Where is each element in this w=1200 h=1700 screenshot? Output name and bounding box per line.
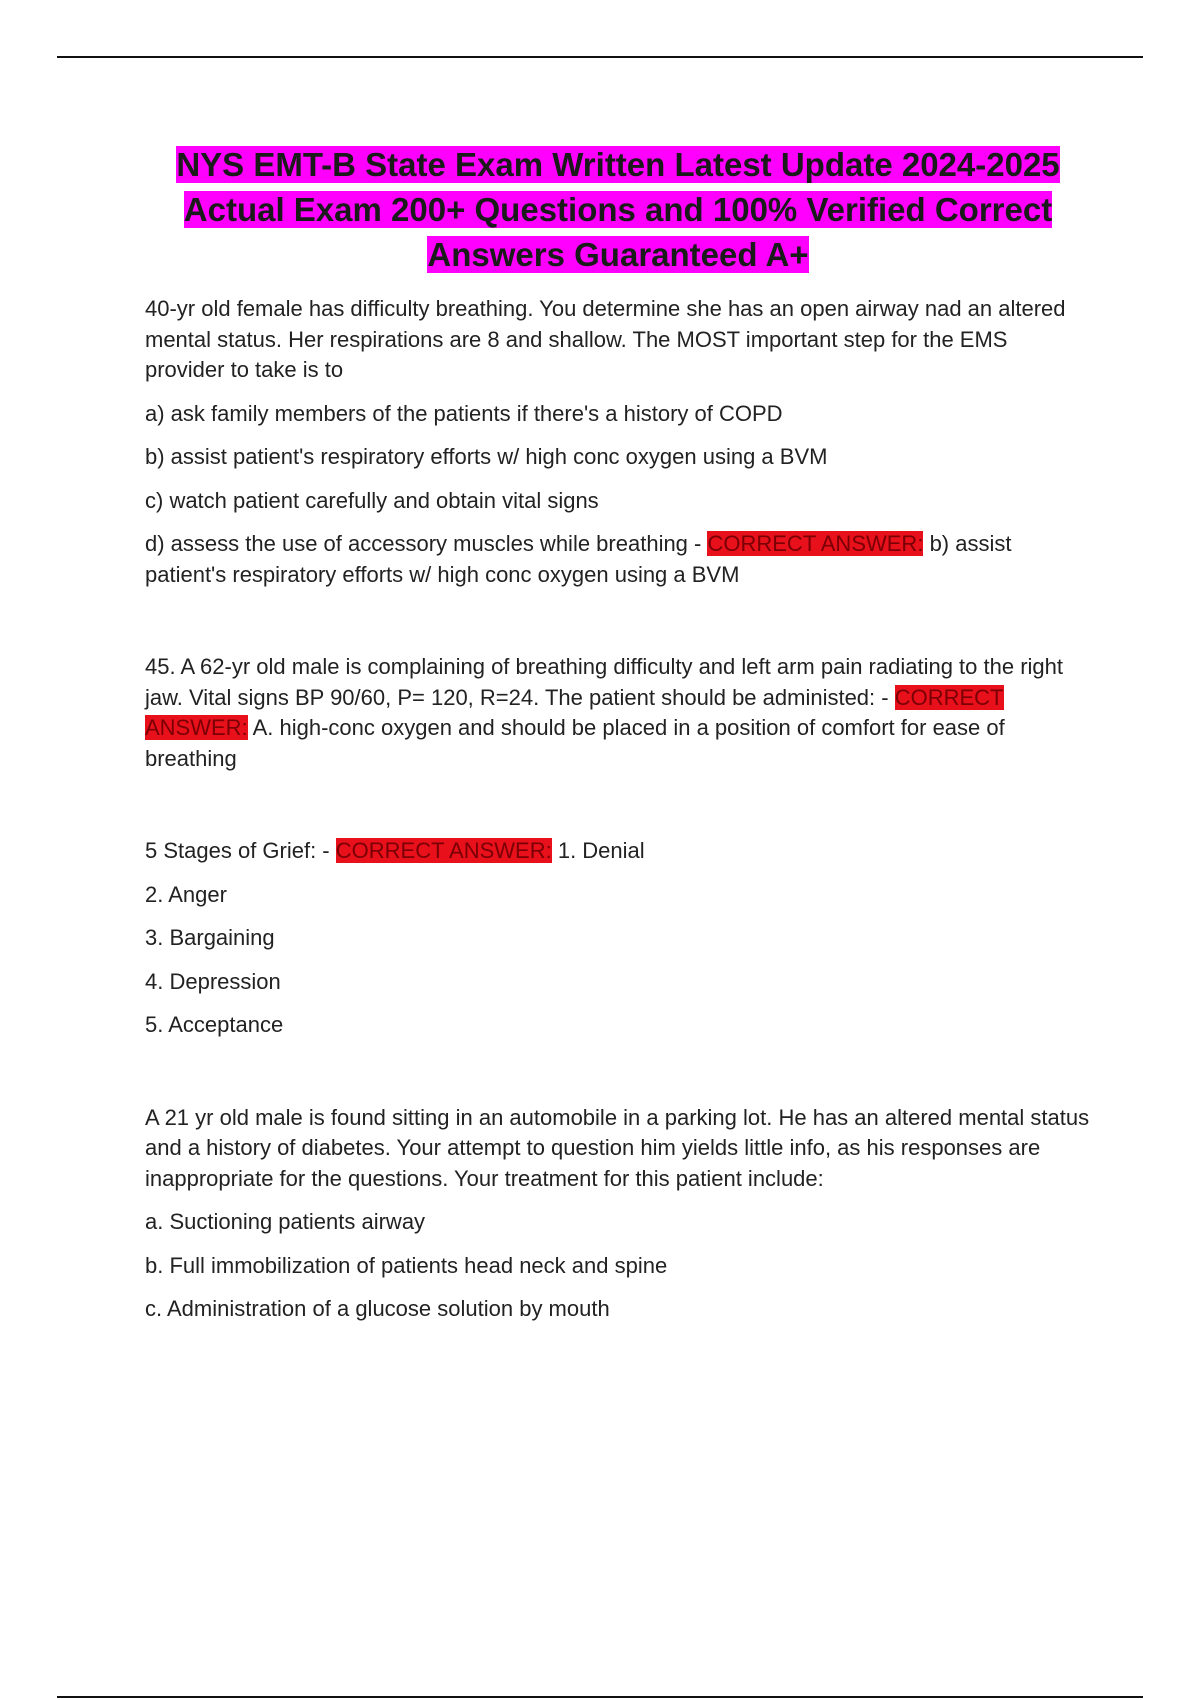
q2-answer-text: A. high-conc oxygen and should be placed in a position of comfort for ease of breathing [145, 715, 1005, 771]
q3-correct-answer-label: CORRECT ANSWER: [335, 838, 552, 863]
bottom-rule [57, 1696, 1143, 1698]
q1-answer-text: b) assist patient's respiratory efforts w/ high conc oxygen using a BVM [145, 531, 1012, 587]
q4-option-b: b. Full immobilization of patients head neck and spine [145, 1252, 668, 1278]
q3-stem: 5 Stages of Grief: - [145, 838, 336, 863]
q1-stem: 40-yr old female has difficulty breathing. You determine she has an open airway nad an altered mental status. Her respirations are 8 and shallow. The MOST important step for the EMS provider to take is to [145, 296, 1066, 382]
q1-option-b: b) assist patient's respiratory efforts w/ high conc oxygen using a BVM [145, 444, 828, 469]
q4-option-c: c. Administration of a glucose solution by mouth [145, 1296, 610, 1321]
q1-option-a: a) ask family members of the patients if there's a history of COPD [145, 400, 783, 426]
q4-stem: A 21 yr old male is found sitting in an automobile in a parking lot. He has an altered mental status and a history of diabetes. Your attempt to question him yields little info, as his responses are inappropriate for the questions. Your treatment for this patient include: [145, 1104, 1090, 1191]
q1-option-d-text: d) assess the use of accessory muscles while breathing - [145, 531, 708, 556]
q3-answer-first: 1. Denial [557, 838, 645, 863]
document-body [145, 294, 1090, 1325]
top-rule [57, 56, 1143, 58]
title-highlight: NYS EMT-B State Exam Written Latest Update 2024-2025 Actual Exam 200+ Questions and 100% Verified Correct Answers Guaranteed A+ [176, 146, 1060, 273]
q3-stem-line [145, 836, 1090, 867]
q2-paragraph [145, 652, 1090, 774]
q2-correct-answer-label: CORRECT ANSWER: [145, 684, 1004, 740]
q4-option-a: a. Suctioning patients airway [145, 1209, 426, 1234]
q3-item-bargaining: 3. Bargaining [145, 925, 275, 950]
q1-correct-answer-label: CORRECT ANSWER: [707, 531, 924, 556]
q1-option-c: c) watch patient carefully and obtain vital signs [145, 487, 599, 513]
page-title [150, 142, 1086, 277]
q1-option-d [145, 529, 1090, 590]
q3-item-acceptance: 5. Acceptance [145, 1012, 284, 1037]
q3-item-anger: 2. Anger [145, 881, 227, 907]
q2-stem: 45. A 62-yr old male is complaining of breathing difficulty and left arm pain radiating to the right jaw. Vital signs BP 90/60, P= 120, R=24. The patient should be administed: - [145, 654, 1064, 710]
q3-item-depression: 4. Depression [145, 968, 281, 994]
